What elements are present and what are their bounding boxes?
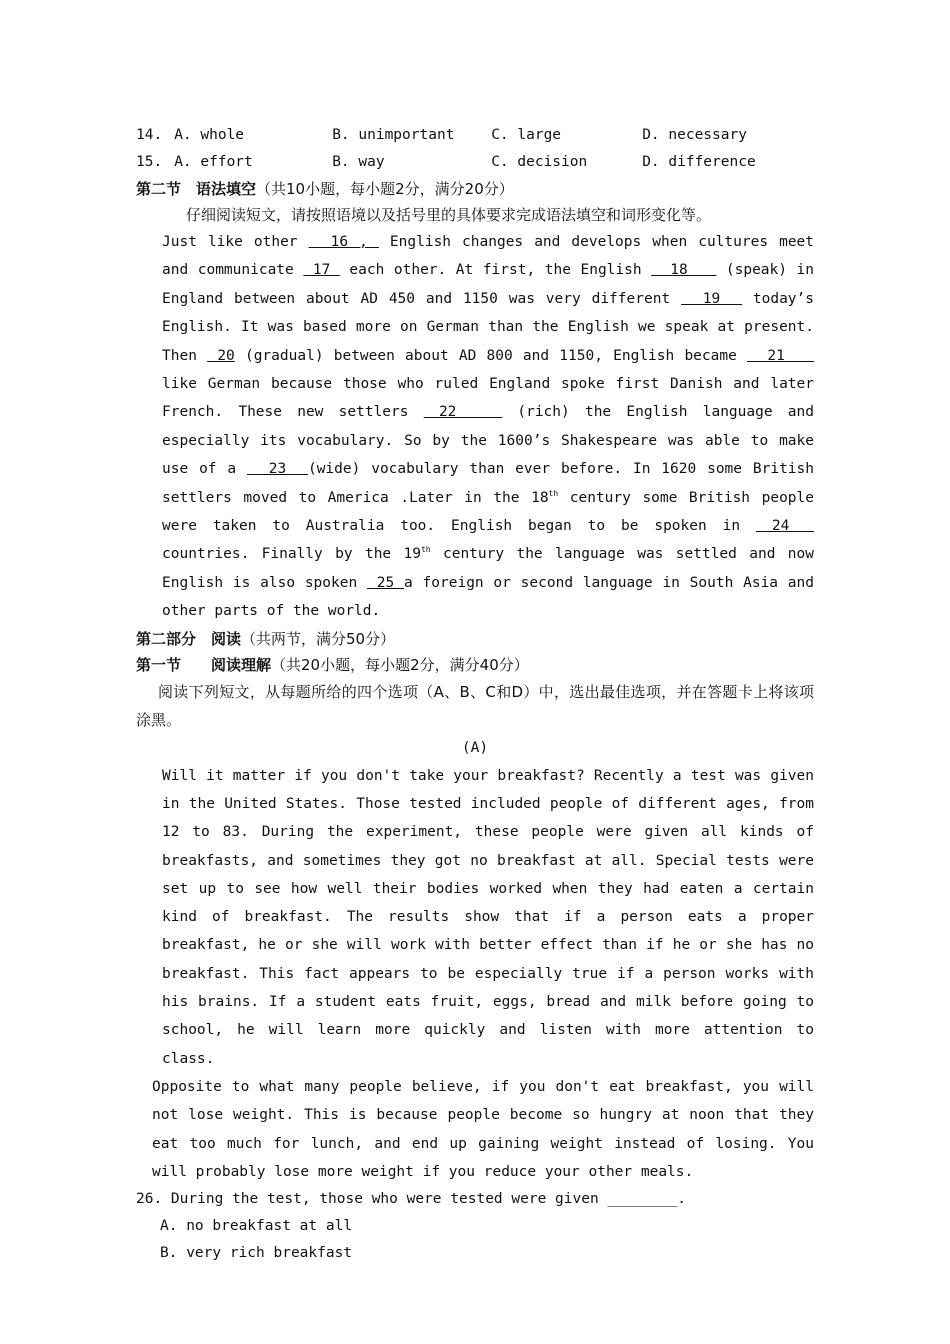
superscript-th: th (420, 545, 431, 555)
question-number: 15. (136, 154, 163, 170)
section-scoring: （共20小题，每小题2分，满分40分） (271, 655, 529, 674)
blank-25: 25 (367, 574, 405, 591)
option-a: A. whole (174, 127, 245, 143)
option-b: B. unimportant (332, 127, 455, 143)
blank-21: 21 (747, 347, 814, 364)
comprehension-instruction: 阅读下列短文，从每题所给的四个选项（A、B、C和D）中，选出最佳选项，并在答题卡上将该项涂黑。 (136, 682, 814, 729)
blank-23: 23 (247, 461, 308, 478)
grammar-passage: Just like other 16 , English changes and develops when cultures meet and communicate 17 each other. At first, the English 18 (speak) in England between about AD 450 and 1150 was very different 19 today’s English. It was based more on German than the English we speak at present. Then 20 (gradual) between about AD 800 and 1150, English became 21 like German because those who ruled England spoke first Danish and later French. These new settlers 22 (rich) the English language and especially its vocabulary. So by the 1600’s Shakespeare was able to make use of a 23 (wide) vocabulary than ever before. In 1620 some British settlers moved to America .Later in the 18th century some British people were taken to Australia too. English began to be spoken in 24 countries. Finally by the 19th century the language was settled and now English is also spoken 25 a foreign or second language in South Asia and other parts of the world. (162, 234, 815, 620)
question-14 (136, 122, 814, 149)
grammar-instruction: 仔细阅读短文，请按照语境以及括号里的具体要求完成语法填空和词形变化等。 (186, 206, 712, 224)
part-title: 第二部分 阅读 (136, 629, 242, 648)
question-number: 14. (136, 127, 163, 143)
question-26-option-b: B. very rich breakfast (160, 1245, 353, 1262)
section-title: 第一节 阅读理解 (136, 655, 272, 674)
option-a: A. effort (174, 154, 253, 170)
option-b: B. way (332, 154, 385, 170)
blank-19: 19 (681, 290, 743, 307)
option-c: C. decision (491, 154, 588, 170)
option-d: D. difference (642, 154, 756, 170)
section-heading-comprehension (136, 652, 814, 678)
passage-label: (A) (461, 739, 489, 756)
passage-a-paragraph-2: Opposite to what many people believe, if you don't eat breakfast, you will not lose weight. This is because people become so hungry at noon that they eat too much for lunch, and end up gaining weight instead of losing. You will probably lose more weight if you reduce your other meals. (152, 1078, 814, 1180)
blank-22: 22 (423, 404, 503, 421)
superscript-th: th (548, 488, 559, 498)
section-heading-grammar (136, 176, 814, 202)
section-title: 第二节 语法填空 (136, 180, 257, 198)
blank-20: 20 (207, 347, 235, 364)
part-heading-reading (136, 626, 814, 652)
option-c: C. large (491, 127, 562, 143)
exam-page (136, 122, 814, 1267)
part-scoring: （共两节，满分50分） (241, 629, 396, 648)
passage-a-paragraph-1: Will it matter if you don't take your breakfast? Recently a test was given in the United States. Those tested included people of different ages, from 12 to 83. During the experiment, these people were given all kinds of breakfasts, and sometimes they got no breakfast at all. Special tests were set up to see how well their bodies worked when they had eaten a certain kind of breakfast. The results show that if a person eats a proper breakfast, he or she will work with better effect than if he or she has no breakfast. This fact appears to be especially true if a person works with his brains. If a student eats fruit, eggs, bread and milk before going to school, he will learn more quickly and listen with more attention to class. (162, 767, 814, 1067)
question-15 (136, 149, 814, 176)
blank-16: 16 , (308, 234, 379, 250)
blank-18: 18 (651, 262, 717, 279)
question-26-stem: 26. During the test, those who were tested were given ________. (136, 1191, 686, 1208)
question-26-option-a: A. no breakfast at all (160, 1218, 353, 1235)
option-d: D. necessary (642, 127, 747, 143)
blank-17: 17 (303, 262, 340, 279)
section-scoring: （共10小题，每小题2分，满分20分） (256, 180, 514, 198)
blank-24: 24 (756, 518, 814, 535)
